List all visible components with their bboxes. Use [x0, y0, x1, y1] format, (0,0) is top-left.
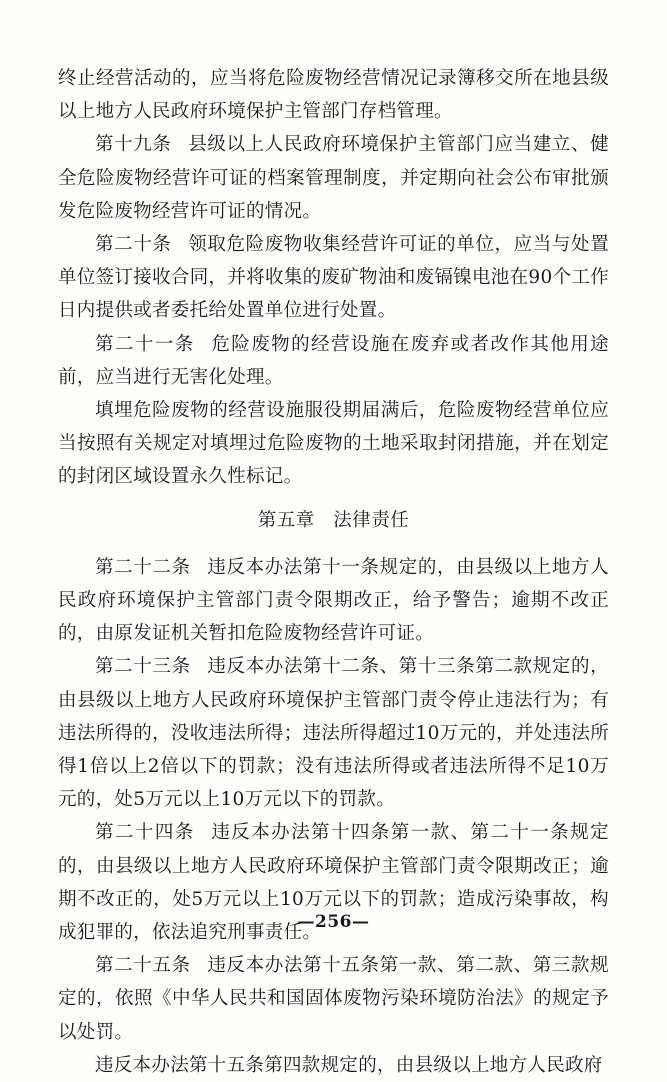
paragraph-text: 违反本办法第十四条第一款、第二十一条规定的，由县级以上地方人民政府环境保护主管部门责令限期改正；逾期不改正的，处5万元以上10万元以下的罚款；造成污染事故，构成犯罪的，依法追究刑事责任。 [58, 822, 609, 944]
paragraph [58, 1049, 609, 1082]
article-number: 第二十一条 [95, 333, 195, 355]
paragraph [58, 949, 609, 1049]
paragraph [58, 551, 609, 651]
article-number: 第二十五条 [95, 955, 191, 977]
paragraph-text: 违反本办法第十五条第四款规定的，由县级以上地方人民政府 [95, 1054, 603, 1076]
paragraph [58, 128, 609, 228]
paragraph-text: 终止经营活动的，应当将危险废物经营情况记录簿移交所在地县级以上地方人民政府环境保护主管部门存档管理。 [58, 68, 609, 123]
section-after-chapter [58, 551, 609, 1082]
paragraph [58, 328, 609, 394]
paragraph-text: 领取危险废物收集经营许可证的单位，应当与处置单位签订接收合同，并将收集的废矿物油和废镉镍电池在90个工作日内提供或者委托给处置单位进行处置。 [58, 234, 609, 322]
paragraph-text: 违反本办法第十五条第一款、第二款、第三款规定的，依照《中华人民共和国固体废物污染环境防治法》的规定予以处罚。 [58, 955, 609, 1043]
article-number: 第十九条 [95, 134, 172, 156]
article-number: 第二十条 [95, 234, 172, 256]
chapter-title: 法律责任 [333, 509, 410, 531]
section-before-chapter [58, 62, 609, 494]
chapter-number: 第五章 [257, 509, 315, 531]
paragraph-text: 县级以上人民政府环境保护主管部门应当建立、健全危险废物经营许可证的档案管理制度，并定期向社会公布审批颁发危险废物经营许可证的情况。 [58, 134, 609, 222]
paragraph [58, 650, 609, 816]
article-number: 第二十三条 [95, 656, 191, 678]
page-number: —256— [297, 912, 370, 932]
paragraph [58, 62, 609, 128]
paragraph-text: 违反本办法第十二条、第十三条第二款规定的，由县级以上地方人民政府环境保护主管部门责令停止违法行为；有违法所得的，没收违法所得；违法所得超过10万元的，并处违法所得1倍以上2倍以下的罚款；没有违法所得或者违法所得不足10万元的，处5万元以上10万元以下的罚款。 [58, 656, 609, 811]
paragraph-text: 填埋危险废物的经营设施服役期届满后，危险废物经营单位应当按照有关规定对填埋过危险废物的土地采取封闭措施，并在划定的封闭区域设置永久性标记。 [58, 400, 609, 488]
paragraph [58, 228, 609, 328]
paragraph-text: 危险废物的经营设施在废弃或者改作其他用途前，应当进行无害化处理。 [58, 333, 609, 388]
paragraph [58, 394, 609, 494]
article-number: 第二十二条 [95, 556, 191, 578]
article-number: 第二十四条 [95, 822, 195, 844]
chapter-heading [58, 504, 609, 537]
paragraph-text: 违反本办法第十一条规定的，由县级以上地方人民政府环境保护主管部门责令限期改正，给予警告；逾期不改正的，由原发证机关暂扣危险废物经营许可证。 [58, 556, 609, 645]
